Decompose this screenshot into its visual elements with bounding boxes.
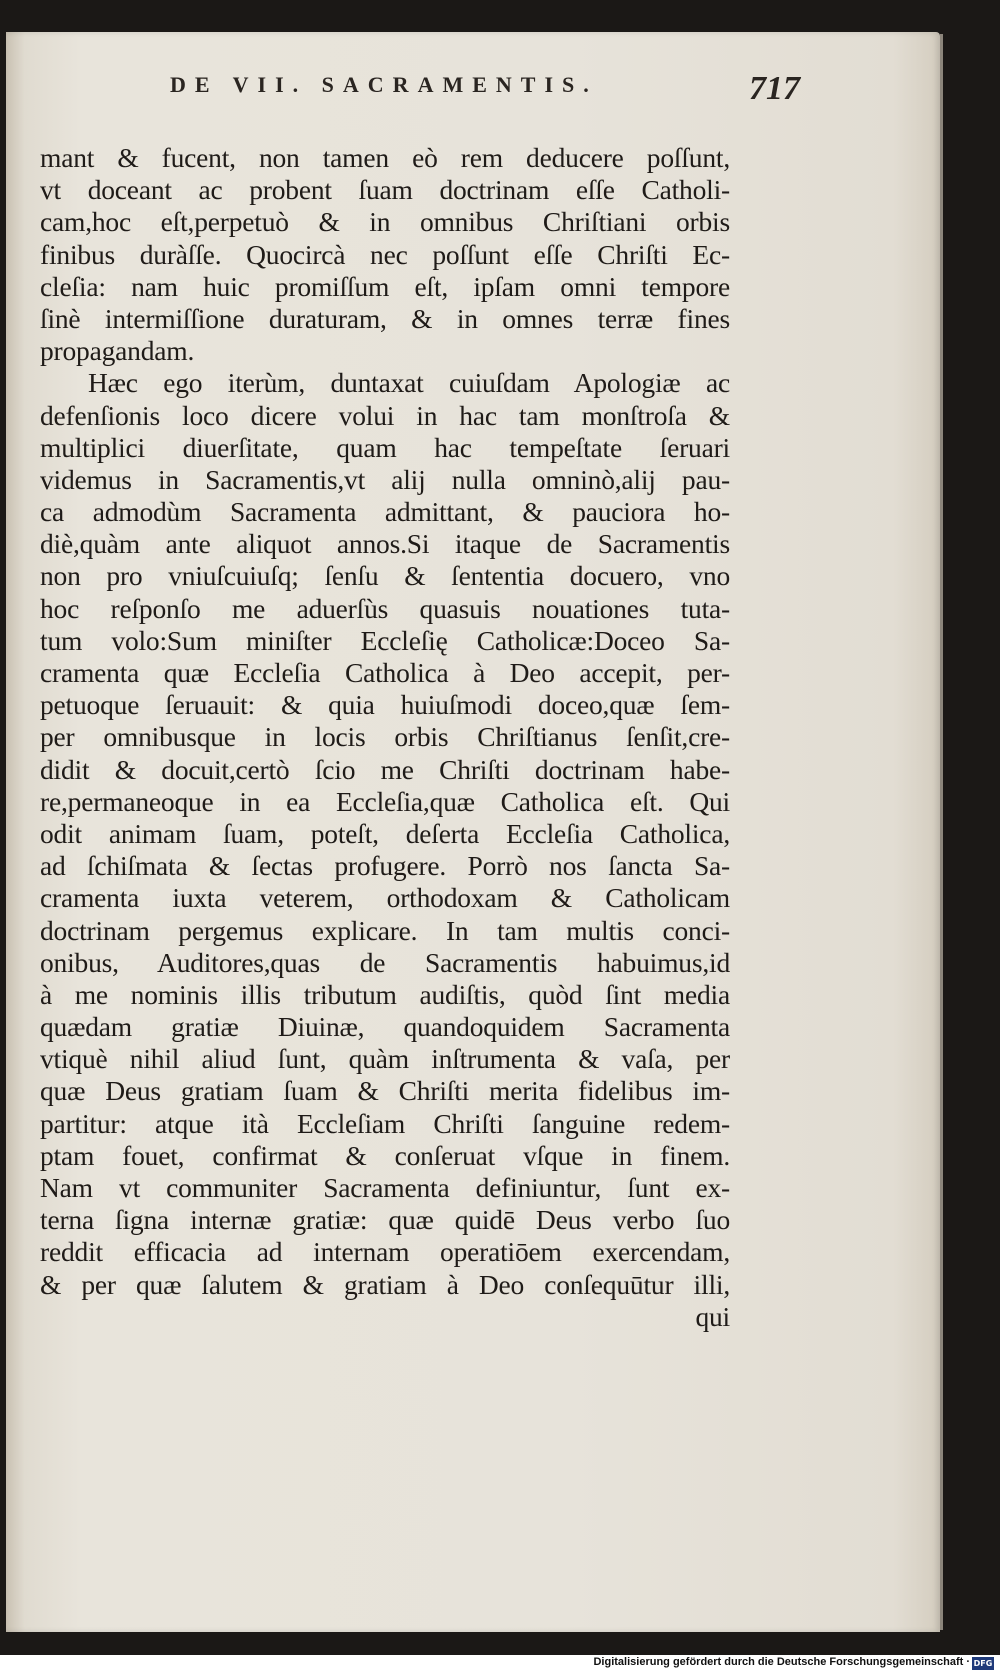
text-line: vtiquè nihil aliud ſunt, quàm inſtrumenta & vaſa, per [40, 1043, 730, 1075]
text-line: mant & fucent, non tamen eò rem deducere poſſunt, [40, 142, 730, 173]
text-line: re,permaneoque in ea Eccleſia,quæ Catholica eſt. Qui [40, 785, 730, 817]
text-line: ca admodùm Sacramenta admittant, & pauciora ho- [40, 496, 730, 528]
text-line: & per quæ ſalutem & gratiam à Deo conſequūtur illi, [40, 1268, 730, 1300]
text-line: odit animam ſuam, poteſt, deſerta Eccleſia Catholica, [40, 817, 730, 849]
text-line: defenſionis loco dicere volui in hac tam monſtroſa & [40, 399, 730, 431]
text-line: partitur: atque ità Eccleſiam Chriſti ſanguine redem- [40, 1107, 730, 1139]
running-title: DE VII. SACRAMENTIS. [170, 72, 598, 97]
text-line: Hæc ego iterùm, duntaxat cuiuſdam Apologiæ ac [88, 367, 730, 399]
text-line: reddit efficacia ad internam operatiōem exercendam, [40, 1236, 730, 1268]
dfg-logo: DFG [973, 1659, 993, 1668]
text-line: cramenta quæ Eccleſia Catholica à Deo accepit, per- [40, 657, 730, 688]
text-line: cramenta iuxta veterem, orthodoxam & Catholicam [40, 882, 730, 914]
text-line: qui [695, 1300, 730, 1332]
text-line: hoc reſponſo me aduerſùs quasuis nouationes tuta- [40, 592, 730, 624]
text-line: cam,hoc eſt,perpetuò & in omnibus Chriſtiani orbis [40, 206, 730, 238]
text-line: propagandam. [40, 335, 195, 367]
text-line: petuoque ſeruauit: & quia huiuſmodi doceo,quæ ſem- [40, 689, 730, 721]
text-line: quædam gratiæ Diuinæ, quandoquidem Sacramenta [40, 1011, 730, 1043]
footer-bar [0, 1655, 1000, 1673]
text-line: videmus in Sacramentis,vt alij nulla omninò,alij pau- [40, 463, 730, 495]
text-line: per omnibusque in locis orbis Chriſtianus ſenſit,cre- [40, 721, 730, 753]
text-line: vt doceant ac probent ſuam doctrinam eſſe Catholi- [40, 174, 730, 206]
text-line: diè,quàm ante aliquot annos.Si itaque de Sacramentis [40, 528, 730, 560]
text-line: ſinè intermiſſione duraturam, & in omnes terræ fines [40, 302, 730, 334]
text-line: cleſia: nam huic promiſſum eſt, ipſam omni tempore [40, 270, 730, 302]
text-line: tum volo:Sum miniſter Eccleſię Catholicæ:Doceo Sa- [40, 624, 730, 656]
text-line: didit & docuit,certò ſcio me Chriſti doctrinam habe- [40, 753, 730, 785]
text-line: non pro vniuſcuiuſq; ſenſu & ſententia docuero, vno [40, 560, 730, 592]
text-line: multiplici diuerſitate, quam hac tempeſtate ſeruari [40, 431, 730, 463]
body-text [40, 142, 730, 1333]
text-line: quæ Deus gratiam ſuam & Chriſti merita fidelibus im- [40, 1075, 730, 1107]
text-line: finibus duràſſe. Quocircà nec poſſunt eſſe Chriſti Ec- [40, 238, 730, 270]
text-line: terna ſigna internæ gratiæ: quæ quidē Deus verbo ſuo [40, 1204, 730, 1236]
text-line: ptam fouet, confirmat & conſeruat vſque in finem. [40, 1139, 730, 1171]
funding-credit: Digitalisierung gefördert durch die Deutsche Forschungsgemeinschaft · [593, 1656, 970, 1668]
text-line: Nam vt communiter Sacramenta definiuntur, ſunt ex- [40, 1172, 730, 1203]
text-line: onibus, Auditores,quas de Sacramentis habuimus,id [40, 946, 730, 978]
text-line: à me nominis illis tributum audiſtis, quòd ſint media [40, 978, 730, 1010]
text-line: doctrinam pergemus explicare. In tam multis conci- [40, 914, 730, 946]
page-number: 717 [749, 70, 800, 107]
text-line: ad ſchiſmata & ſectas profugere. Porrò nos ſancta Sa- [40, 850, 730, 882]
